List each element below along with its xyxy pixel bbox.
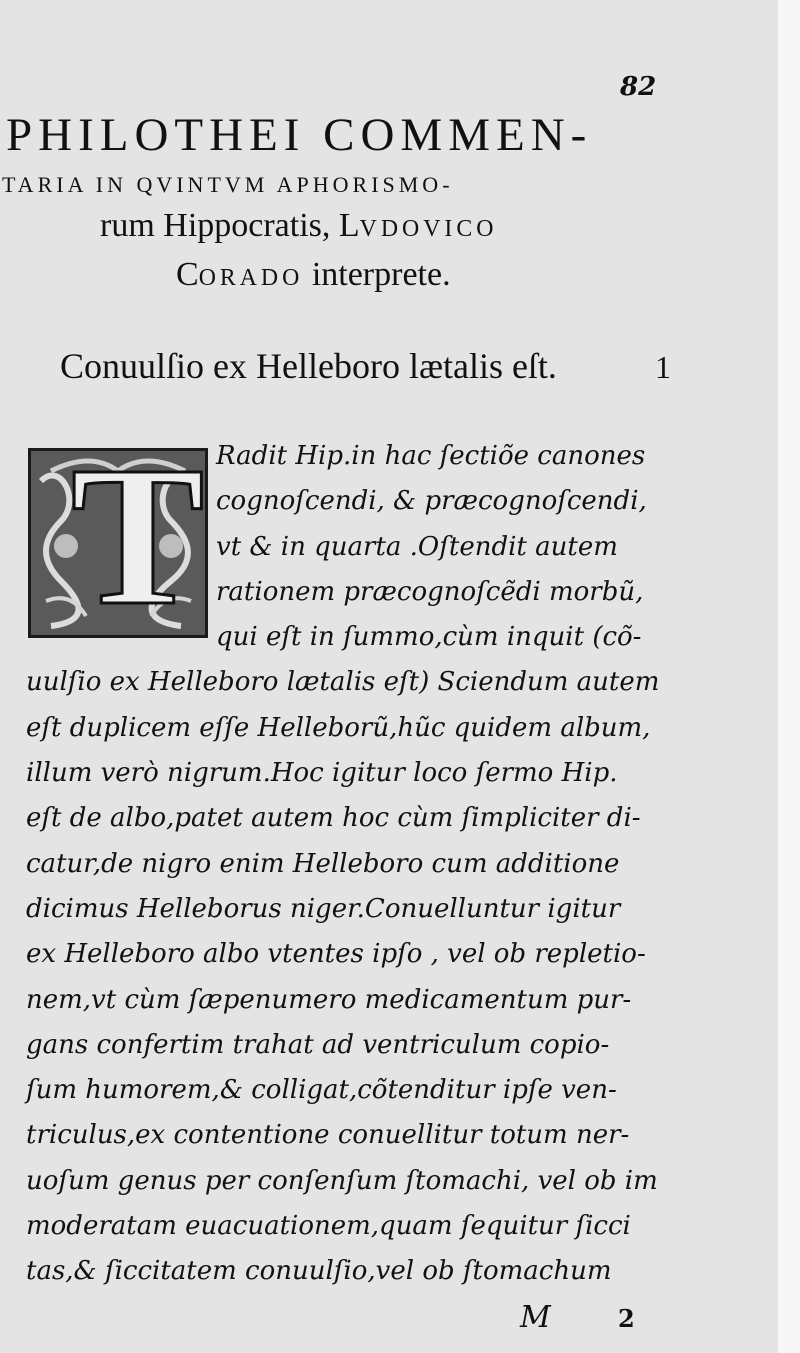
aphorism-heading: Conuulſio ex Helleboro lætalis eſt.	[60, 346, 557, 386]
text-line: Radit Hip.in hac ſectiõe canones	[216, 441, 646, 471]
title-line-4-initial: C	[176, 256, 199, 293]
title-line-4-smallcaps: ORADO	[198, 265, 304, 291]
text-line: ex Helleboro albo vtentes ipſo , vel ob repletio-	[26, 939, 646, 970]
text-line: ſum humorem,& colligat,cõtenditur ipſe ven-	[26, 1075, 617, 1106]
text-line: illum verò nigrum.Hoc igitur loco ſermo Hip.	[26, 758, 618, 789]
text-line: tas,& ſiccitatem conuulſio,vel ob ſtomachum	[26, 1256, 612, 1287]
text-line: moderatam euacuationem,quam ſequitur ſicci	[26, 1211, 631, 1242]
text-line: eſt duplicem eſſe Helleborũ,hũc quidem album,	[26, 712, 651, 743]
text-line: cognoſcendi, & præcognoſcendi,	[216, 486, 647, 517]
page-number: 82	[620, 72, 657, 102]
text-line: dicimus Helleborus niger.Conuelluntur igitur	[26, 893, 621, 924]
title-line-3-smallcaps: VDOVICO	[359, 216, 498, 242]
dropcap-letter: T	[71, 448, 205, 638]
text-line: eſt de albo,patet autem hoc cùm ſimpliciter di-	[26, 803, 641, 834]
text-line: qui eſt in ſummo,cùm inquit (cõ-	[216, 622, 642, 653]
title-line-1: PHILOTHEI COMMEN-	[6, 109, 593, 161]
text-line: uulſio ex Helleboro lætalis eſt) Sciendum autem	[26, 667, 660, 698]
body-text	[26, 434, 716, 1295]
title-line-3-main: rum Hippocratis, L	[100, 207, 360, 244]
signature-mark: M	[520, 1300, 551, 1335]
aphorism-number: 1	[655, 349, 671, 385]
title-line-2: TARIA IN QVINTVM APHORISMO-	[2, 172, 454, 197]
text-line: rationem præcognoſcẽdi morbũ,	[216, 576, 644, 607]
text-line: triculus,ex contentione conuellitur totum ner-	[26, 1120, 630, 1151]
text-line: uoſum genus per conſenſum ſtomachi, vel ob im	[26, 1165, 658, 1196]
title-line-4	[176, 256, 676, 294]
title-line-3	[100, 207, 760, 245]
scan-margin	[778, 0, 800, 1353]
title-line-4-rest: interprete.	[303, 256, 451, 293]
signature-number: 2	[618, 1304, 635, 1333]
text-line: nem,vt cùm ſæpenumero medicamentum pur-	[26, 984, 632, 1015]
text-line: gans confertim trahat ad ventriculum copio-	[26, 1029, 610, 1060]
text-line: catur,de nigro enim Helleboro cum additione	[26, 848, 620, 879]
text-line: vt & in quarta .Oſtendit autem	[216, 531, 618, 562]
